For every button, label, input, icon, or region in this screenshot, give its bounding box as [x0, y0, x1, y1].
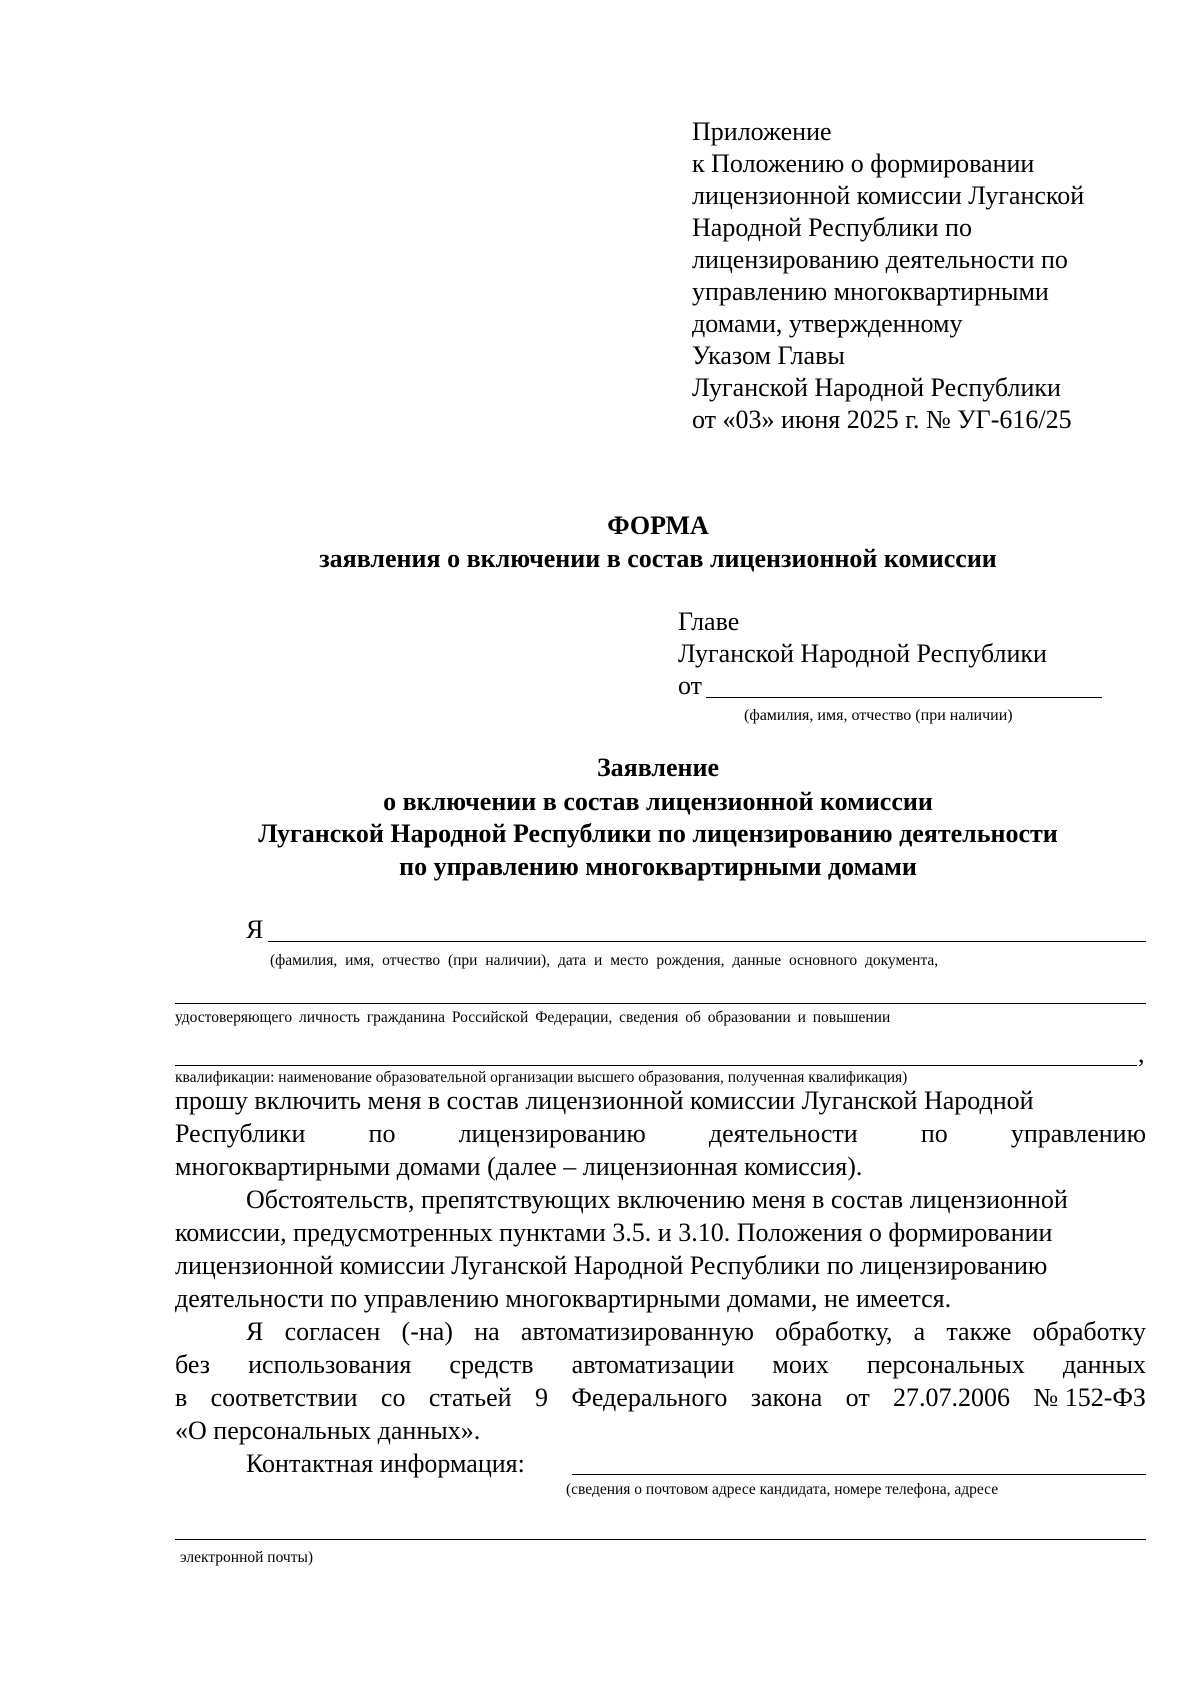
p3-word: обработку,	[775, 1317, 893, 1346]
applicant-hint-3: квалификации: наименование образовательной организации высшего образования, полученная квалификация)	[175, 1069, 908, 1086]
contact-label: Контактная информация:	[246, 1449, 525, 1478]
from-underline[interactable]	[706, 697, 1102, 698]
statement-title-line2: о включении в состав лицензионной комиссии	[383, 787, 933, 816]
addressee-line1: Главе	[678, 607, 740, 636]
p2-line4: деятельности по управлению многоквартирными домами, не имеется.	[175, 1284, 952, 1313]
p2-line3: лицензионной комиссии Луганской Народной Республики по лицензированию	[175, 1251, 1048, 1280]
applicant-underline-3[interactable]	[175, 1065, 1137, 1066]
p3-word: автоматизированную	[520, 1317, 754, 1346]
contact-hint-1: (сведения о почтовом адресе кандидата, номере телефона, адресе	[566, 1481, 999, 1498]
p3-word: автоматизации	[571, 1350, 735, 1379]
p3-word: № 152-ФЗ	[1033, 1383, 1146, 1412]
p3-word: использования	[248, 1350, 412, 1379]
appendix-line: домами, утвержденному	[692, 309, 963, 338]
applicant-underline-1[interactable]	[268, 941, 1146, 942]
p1-word: по	[368, 1119, 396, 1148]
contact-underline-2[interactable]	[175, 1539, 1146, 1540]
addressee-line2: Луганской Народной Республики	[678, 639, 1047, 668]
p3-word: со	[380, 1383, 406, 1412]
p3-word: без	[175, 1350, 211, 1379]
p3-word: (-на)	[401, 1317, 453, 1346]
appendix-line: от «03» июня 2025 г. № УГ-616/25	[692, 405, 1072, 434]
contact-hint-2: электронной почты)	[180, 1549, 314, 1566]
p3-word: средств	[449, 1350, 534, 1379]
contact-underline-1[interactable]	[572, 1474, 1146, 1475]
p3-word: 9	[534, 1383, 548, 1412]
p3-word: 27.07.2006	[893, 1383, 1011, 1412]
appendix-line: Луганской Народной Республики	[692, 373, 1061, 402]
p3-word: соответствии	[210, 1383, 358, 1412]
p1-word: лицензированию	[458, 1119, 646, 1148]
p3-word: обработку	[1032, 1317, 1146, 1346]
p3-line4: «О персональных данных».	[175, 1416, 481, 1445]
applicant-underline-2[interactable]	[175, 1003, 1146, 1004]
statement-title-line4: по управлению многоквартирными домами	[399, 852, 917, 881]
appendix-line: лицензированию деятельности по	[692, 245, 1068, 274]
p1-line2	[175, 1118, 1146, 1150]
appendix-line: Приложение	[692, 117, 832, 146]
appendix-line: Народной Республики по	[692, 213, 972, 242]
p2-line2: комиссии, предусмотренных пунктами 3.5. и 3.10. Положения о формировании	[175, 1218, 1053, 1247]
appendix-line: Указом Главы	[692, 341, 845, 370]
p3-word: статьей	[428, 1383, 512, 1412]
p3-word: также	[946, 1317, 1012, 1346]
p3-line2	[175, 1349, 1146, 1381]
applicant-ya: Я	[246, 915, 264, 944]
p1-word: управлению	[1010, 1119, 1146, 1148]
applicant-comma: ,	[1138, 1039, 1145, 1068]
p3-word: на	[474, 1317, 500, 1346]
p3-word: моих	[772, 1350, 829, 1379]
p1-word: деятельности	[708, 1119, 858, 1148]
p3-word: согласен	[284, 1317, 381, 1346]
p1-line3: многоквартирными домами (далее – лицензионная комиссия).	[175, 1152, 863, 1181]
appendix-line: лицензионной комиссии Луганской	[692, 181, 1085, 210]
appendix-line: к Положению о формировании	[692, 149, 1035, 178]
p2-line1: Обстоятельств, препятствующих включению меня в состав лицензионной	[246, 1185, 1068, 1214]
p3-line1	[246, 1316, 1146, 1348]
p1-word: по	[920, 1119, 948, 1148]
p1-line1: прошу включить меня в состав лицензионной комиссии Луганской Народной	[175, 1086, 1034, 1115]
p3-word: закона	[750, 1383, 823, 1412]
statement-title-line3: Луганской Народной Республики по лицензированию деятельности	[258, 819, 1058, 848]
p3-line3	[175, 1382, 1146, 1414]
p3-word: Федерального	[571, 1383, 728, 1412]
p3-word: от	[845, 1383, 870, 1412]
applicant-hint-1: (фамилия, имя, отчество (при наличии), дата и место рождения, данные основного документа,	[270, 952, 939, 969]
p3-word: данных	[1062, 1350, 1146, 1379]
from-hint: (фамилия, имя, отчество (при наличии)	[744, 707, 1013, 724]
from-label: от	[678, 671, 703, 700]
applicant-hint-2: удостоверяющего личность гражданина Российской Федерации, сведения об образовании и повышении	[175, 1009, 891, 1026]
appendix-block	[692, 116, 1084, 436]
statement-title-line1: Заявление	[596, 753, 720, 782]
appendix-line: управлению многоквартирными	[692, 277, 1049, 306]
form-subtitle: заявления о включении в состав лицензионной комиссии	[319, 544, 997, 573]
p3-word: а	[913, 1317, 926, 1346]
p3-word: в	[175, 1383, 188, 1412]
p1-word: Республики	[175, 1119, 306, 1148]
p3-word: персональных	[866, 1350, 1025, 1379]
p3-word: Я	[246, 1317, 264, 1346]
form-heading: ФОРМА	[607, 511, 709, 540]
